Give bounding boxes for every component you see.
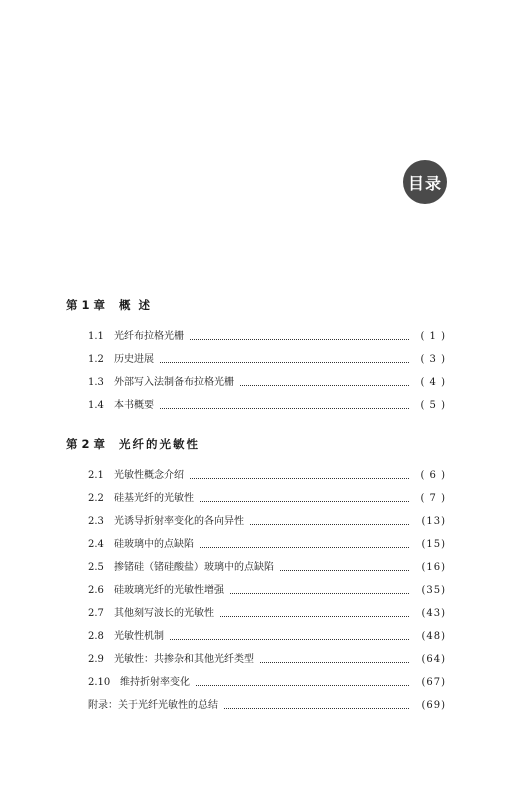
- entry-number: 2.6: [88, 585, 104, 596]
- entry-number: 1.4: [88, 400, 104, 411]
- entry-number: 2.4: [88, 539, 104, 550]
- entry-title: 其他刻写波长的光敏性: [114, 608, 214, 619]
- entry-page: ( 7 ): [420, 493, 446, 504]
- entry-page: (16): [421, 562, 446, 573]
- toc-entry[interactable]: [88, 399, 446, 413]
- entry-title: 维持折射率变化: [120, 677, 190, 688]
- entry-page: (43): [421, 608, 446, 619]
- entry-number: 1.3: [88, 377, 104, 388]
- entry-title: 硅基光纤的光敏性: [114, 493, 194, 504]
- dot-leader: [200, 500, 409, 502]
- entry-number: 1.1: [88, 331, 104, 342]
- entry-number: 2.9: [88, 654, 104, 665]
- chapter-2-heading: [66, 436, 200, 452]
- toc-entry[interactable]: [88, 353, 446, 367]
- entry-title: 硅玻璃光纤的光敏性增强: [114, 585, 224, 596]
- entry-number: 2.3: [88, 516, 104, 527]
- entry-title: 光纤布拉格光栅: [114, 331, 184, 342]
- entry-page: ( 6 ): [420, 470, 446, 481]
- entry-title: 历史进展: [114, 354, 154, 365]
- entry-title: 光敏性机制: [114, 631, 164, 642]
- toc-entry[interactable]: [88, 330, 446, 344]
- toc-entry[interactable]: [88, 469, 446, 483]
- entry-page: (67): [421, 677, 446, 688]
- dot-leader: [280, 569, 409, 571]
- chapter-title: 概 述: [119, 298, 153, 312]
- dot-leader: [190, 338, 409, 340]
- toc-entry[interactable]: [88, 538, 446, 552]
- entry-page: ( 4 ): [420, 377, 446, 388]
- entry-title: 光敏性：共掺杂和其他光纤类型: [114, 654, 254, 665]
- entry-number: 2.10: [88, 677, 111, 688]
- dot-leader: [196, 684, 409, 686]
- entry-number: 2.7: [88, 608, 104, 619]
- entry-title: 光敏性概念介绍: [114, 470, 184, 481]
- entry-page: (13): [421, 516, 446, 527]
- dot-leader: [250, 523, 409, 525]
- dot-leader: [170, 638, 409, 640]
- dot-leader: [160, 361, 409, 363]
- chapter-label: 第 2 章: [66, 437, 106, 451]
- toc-entry[interactable]: [88, 515, 446, 529]
- dot-leader: [160, 407, 409, 409]
- chapter-title: 光纤的光敏性: [119, 437, 201, 451]
- entry-page: (64): [421, 654, 446, 665]
- entry-page: (48): [421, 631, 446, 642]
- dot-leader: [220, 615, 409, 617]
- toc-entry[interactable]: [88, 376, 446, 390]
- toc-entry[interactable]: [88, 607, 446, 621]
- toc-entry-appendix[interactable]: [88, 699, 446, 713]
- entry-title: 外部写入法制备布拉格光栅: [114, 377, 234, 388]
- toc-entry[interactable]: [88, 630, 446, 644]
- entry-number: 2.1: [88, 470, 104, 481]
- entry-title: 本书概要: [114, 400, 154, 411]
- toc-entry[interactable]: [88, 653, 446, 667]
- dot-leader: [240, 384, 409, 386]
- chapter-label: 第 1 章: [66, 298, 106, 312]
- toc-entry[interactable]: [88, 492, 446, 506]
- entry-number: 2.5: [88, 562, 104, 573]
- toc-entry[interactable]: [88, 676, 446, 690]
- entry-page: (15): [421, 539, 446, 550]
- entry-page: (35): [421, 585, 446, 596]
- entry-title: 硅玻璃中的点缺陷: [114, 539, 194, 550]
- toc-entry[interactable]: [88, 561, 446, 575]
- chapter-1-heading: [66, 297, 152, 313]
- entry-number: 2.2: [88, 493, 104, 504]
- dot-leader: [260, 661, 409, 663]
- dot-leader: [224, 707, 409, 709]
- dot-leader: [230, 592, 409, 594]
- toc-entry[interactable]: [88, 584, 446, 598]
- entry-page: (69): [421, 700, 446, 711]
- entry-title: 掺锗硅（锗硅酸盐）玻璃中的点缺陷: [114, 562, 274, 573]
- entry-title: 附录：关于光纤光敏性的总结: [88, 700, 218, 711]
- toc-badge: 目录: [403, 160, 447, 204]
- entry-number: 1.2: [88, 354, 104, 365]
- entry-title: 光诱导折射率变化的各向异性: [114, 516, 244, 527]
- entry-page: ( 1 ): [420, 331, 446, 342]
- entry-number: 2.8: [88, 631, 104, 642]
- entry-page: ( 5 ): [420, 400, 446, 411]
- dot-leader: [190, 477, 409, 479]
- dot-leader: [200, 546, 409, 548]
- entry-page: ( 3 ): [420, 354, 446, 365]
